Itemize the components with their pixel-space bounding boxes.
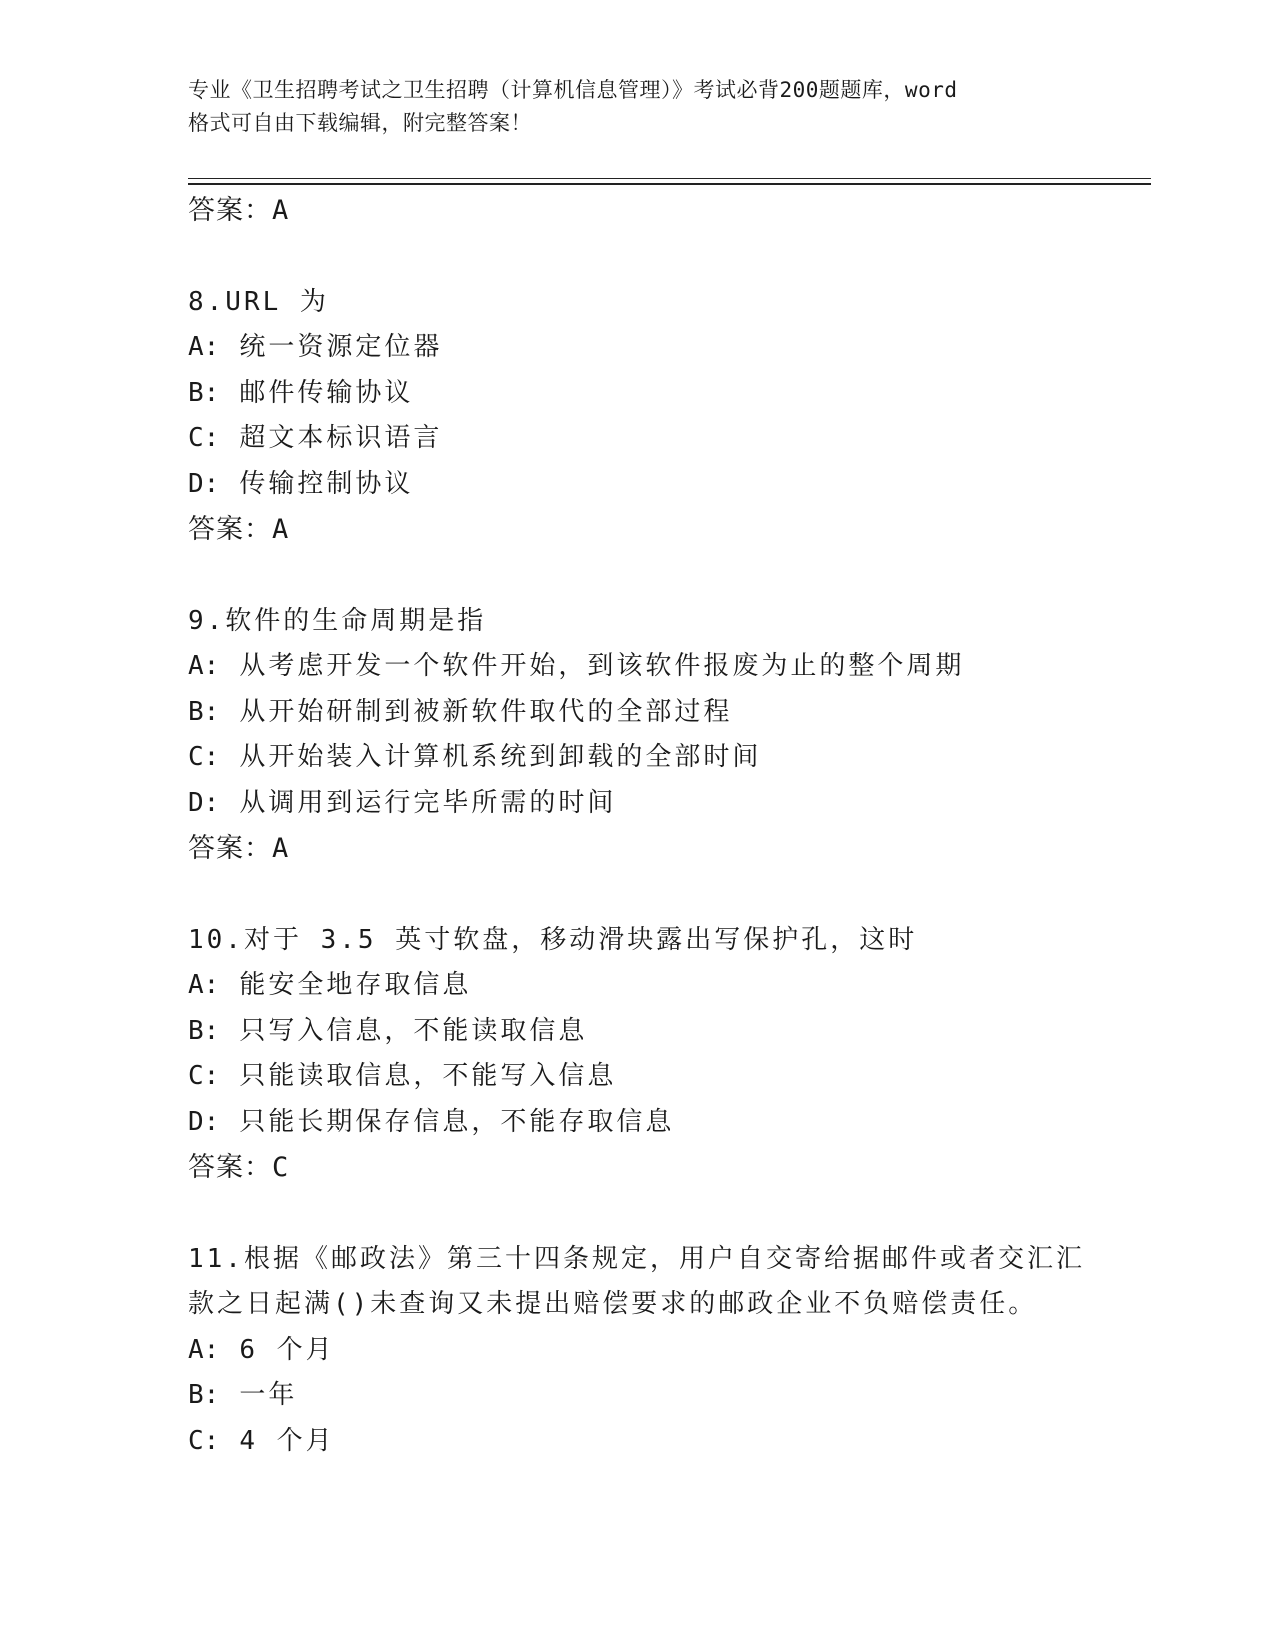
option-letter: A:: [188, 1334, 220, 1365]
option-letter: A:: [188, 332, 220, 362]
answer-value: C: [272, 1152, 290, 1183]
option-text: 邮件传输协议: [239, 377, 414, 408]
option-text: 只能读取信息，不能写入信息: [239, 1061, 617, 1091]
question-10: [188, 918, 1088, 1191]
answer-line: [188, 826, 1088, 872]
option-text: 4 个月: [239, 1425, 335, 1456]
option-a: [188, 963, 1088, 1009]
option-b: [188, 1373, 1088, 1419]
question-stem: 10.对于 3.5 英寸软盘，移动滑块露出写保护孔，这时: [188, 924, 918, 955]
option-c: [188, 735, 1088, 781]
option-text: 从调用到运行完毕所需的时间: [239, 787, 617, 818]
option-c: [188, 416, 1088, 462]
spacer: [188, 234, 1088, 280]
spacer: [188, 1191, 1088, 1237]
question-list: [188, 188, 1088, 1464]
option-text: 一年: [239, 1380, 298, 1410]
header-divider-thin: [188, 178, 1151, 179]
spacer: [188, 872, 1088, 918]
option-letter: C:: [188, 423, 220, 453]
answer-label: 答案：: [188, 833, 272, 864]
option-text: 传输控制协议: [239, 468, 414, 499]
option-c: [188, 1054, 1088, 1100]
option-text: 只写入信息，不能读取信息: [239, 1015, 588, 1046]
header-line-1: 专业《卫生招聘考试之卫生招聘（计算机信息管理）》考试必背200题题库，word: [188, 78, 958, 102]
question-9: [188, 599, 1088, 872]
question-8: [188, 280, 1088, 553]
answer-label: 答案：: [188, 1152, 272, 1183]
option-text: 从开始装入计算机系统到卸载的全部时间: [239, 742, 762, 772]
option-b: [188, 690, 1088, 736]
option-a: [188, 1328, 1088, 1374]
option-letter: B:: [188, 377, 220, 408]
option-b: [188, 1009, 1088, 1055]
option-d: [188, 781, 1088, 827]
option-text: 能安全地存取信息: [239, 970, 472, 1000]
option-a: [188, 644, 1088, 690]
option-text: 6 个月: [239, 1334, 335, 1365]
answer-label: 答案：: [188, 195, 272, 226]
option-letter: A:: [188, 651, 220, 681]
answer-label: 答案：: [188, 514, 272, 545]
question-stem: 9.软件的生命周期是指: [188, 605, 487, 636]
answer-value: A: [272, 833, 290, 864]
header-line-2: 格式可自由下载编辑，附完整答案！: [188, 111, 532, 135]
option-c: [188, 1419, 1088, 1465]
option-b: [188, 371, 1088, 417]
answer-value: A: [272, 195, 290, 226]
option-text: 超文本标识语言: [239, 423, 443, 453]
option-d: [188, 1100, 1088, 1146]
header-divider-thick: [188, 183, 1151, 185]
spacer: [188, 553, 1088, 599]
option-letter: B:: [188, 1015, 220, 1046]
option-letter: D:: [188, 787, 220, 818]
answer-line: [188, 1145, 1088, 1191]
option-letter: B:: [188, 696, 220, 727]
question-stem-line-1: 11.根据《邮政法》第三十四条规定，用户自交寄给据邮件或者交汇汇: [188, 1243, 1085, 1274]
option-letter: C:: [188, 742, 220, 772]
option-letter: B:: [188, 1380, 220, 1410]
question-stem: 8.URL 为: [188, 286, 329, 317]
option-letter: A:: [188, 970, 220, 1000]
answer-value: A: [272, 514, 290, 545]
question-stem-line-2: 款之日起满()未查询又未提出赔偿要求的邮政企业不负赔偿责任。: [188, 1289, 1038, 1319]
question-11: [188, 1237, 1088, 1465]
option-a: [188, 325, 1088, 371]
option-d: [188, 462, 1088, 508]
option-text: 统一资源定位器: [239, 332, 443, 362]
option-letter: C:: [188, 1061, 220, 1091]
option-text: 从考虑开发一个软件开始，到该软件报废为止的整个周期: [239, 651, 965, 681]
document-header: [188, 74, 1088, 140]
option-text: 只能长期保存信息，不能存取信息: [239, 1106, 675, 1137]
option-letter: D:: [188, 1106, 220, 1137]
answer-line: [188, 507, 1088, 553]
option-letter: D:: [188, 468, 220, 499]
option-text: 从开始研制到被新软件取代的全部过程: [239, 696, 733, 727]
option-letter: C:: [188, 1425, 220, 1456]
answer-line: [188, 188, 1088, 234]
